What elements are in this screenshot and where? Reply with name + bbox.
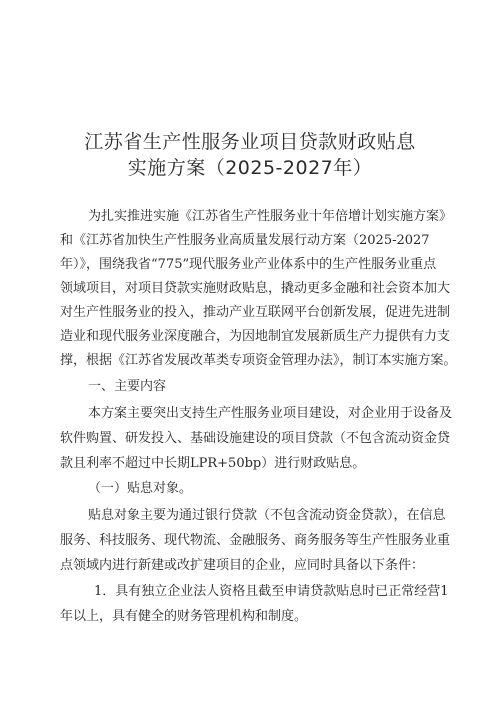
section-1-heading: 一、主要内容: [88, 379, 167, 394]
paragraph-2-line-2: 软件购置、研发投入、基础设施建设的项目贷款（不包含流动资金贷: [60, 431, 451, 446]
item-1-line-1: 1．具有独立企业法人资格且截至申请贷款贴息时已正常经营1: [94, 584, 449, 599]
paragraph-1-line-2: 和《江苏省加快生产性服务业高质量发展行动方案（2025-2027: [60, 233, 430, 248]
paragraph-2-line-3: 款且利率不超过中长期LPR+50bp）进行财政贴息。: [60, 456, 366, 471]
paragraph-2-line-1: 本方案主要突出支持生产性服务业项目建设，对企业用于设备及: [88, 406, 453, 421]
paragraph-1-line-7: 撑，根据《江苏省发展改革类专项资金管理办法》，制订本实施方案。: [60, 353, 457, 368]
subsection-1-heading: （一）贴息对象。: [88, 481, 193, 496]
paragraph-1-line-1: 为扎实推进实施《江苏省生产性服务业十年倍增计划实施方案》: [88, 209, 453, 224]
paragraph-1-line-5: 对生产性服务业的投入，推动产业互联网平台创新发展，促进先进制: [60, 305, 451, 320]
item-1-line-2: 年以上，具有健全的财务管理机构和制度。: [60, 609, 308, 624]
document-title-line-2: 实施方案（2025-2027年）: [127, 157, 373, 179]
document-title-line-1: 江苏省生产性服务业项目贷款财政贴息: [84, 131, 416, 153]
paragraph-1-line-6: 造业和现代服务业深度融合，为因地制宜发展新质生产力提供有力支: [60, 329, 451, 344]
paragraph-3-line-3: 点领域内进行新建或改扩建项目的企业，应同时具备以下条件：: [60, 558, 425, 573]
paragraph-1-line-4: 领域项目，对项目贷款实施财政贴息，撬动更多金融和社会资本加大: [60, 281, 451, 296]
paragraph-3-line-2: 服务、科技服务、现代物流、金融服务、商务服务等生产性服务业重: [60, 533, 451, 548]
paragraph-1-line-3: 年）》，围绕我省“775”现代服务业产业体系中的生产性服务业重点: [60, 257, 437, 272]
paragraph-3-line-1: 贴息对象主要为通过银行贷款（不包含流动资金贷款），在信息: [88, 508, 446, 523]
